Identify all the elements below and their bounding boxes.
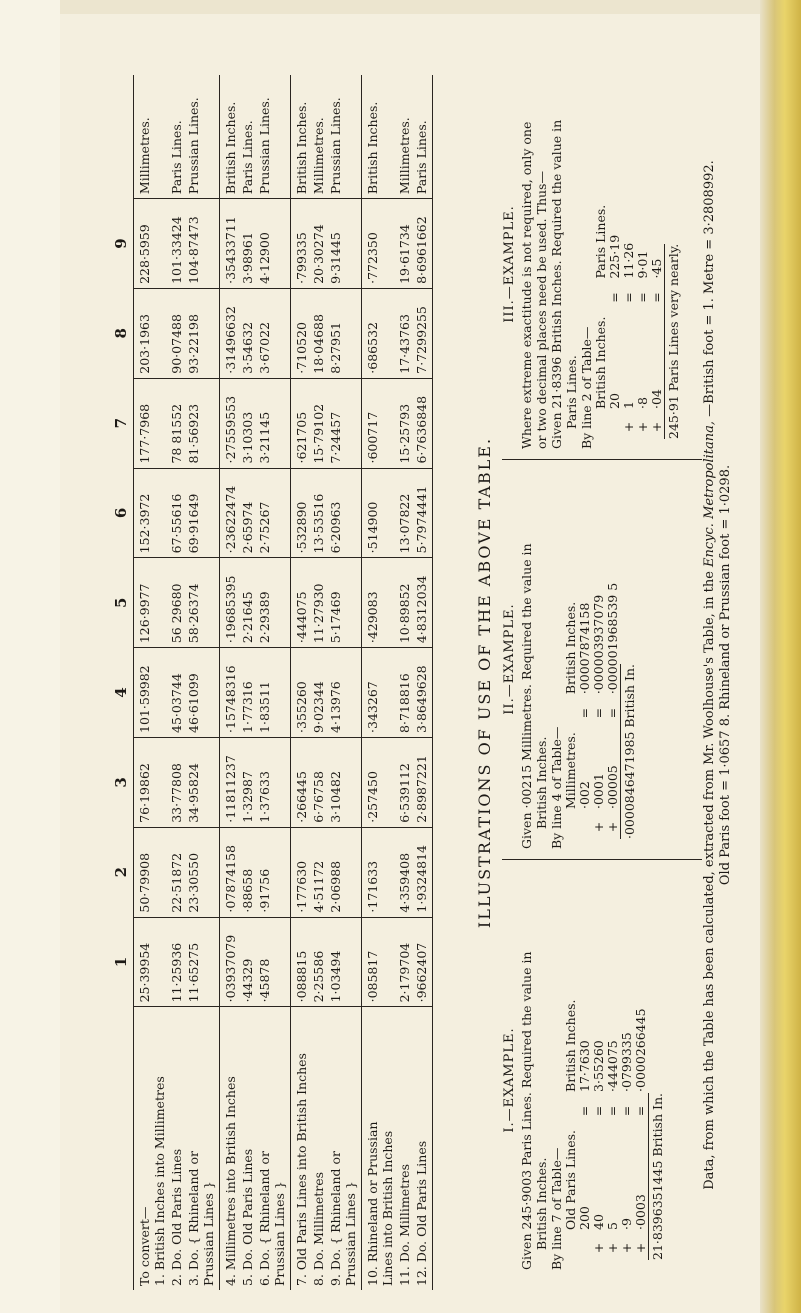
- row-label-line: 8. Do. Millimetres: [311, 1171, 326, 1286]
- table-row: [134, 75, 169, 1290]
- example-operator: [578, 815, 592, 839]
- example-2-line: Given ·00215 Millimetres. Required the value in: [519, 543, 534, 849]
- example-2-table: [564, 577, 620, 839]
- value-cell: 104·87473: [185, 199, 220, 289]
- value-cell: 4·12900: [256, 199, 291, 289]
- value-cell: ·03937079: [220, 917, 240, 1007]
- example-2-rows: [578, 577, 620, 839]
- value-cell: 3·67022: [256, 288, 291, 378]
- example-eq-head: [594, 285, 608, 311]
- unit-cell: Millimetres.: [310, 75, 327, 199]
- example-op-head: [564, 1236, 578, 1260]
- value-cell: ·31496632: [220, 288, 240, 378]
- value-cell: 46·61099: [185, 648, 220, 738]
- value-cell: ·177630: [291, 827, 311, 917]
- row-label-line: 5. Do. Old Paris Lines: [240, 1148, 255, 1286]
- example-1-total: 21·8396351445 British In.: [650, 1093, 665, 1260]
- unit-header: [110, 75, 134, 199]
- example-operator: +: [633, 1242, 648, 1254]
- table-row: [239, 75, 256, 1290]
- example-operator: +: [649, 421, 664, 433]
- example-equals: =: [619, 1105, 634, 1117]
- value-cell: ·088815: [291, 917, 311, 1007]
- example-from-value: ·002: [577, 781, 592, 809]
- row-label-line: 3. Do. { Rhineland or: [186, 1151, 201, 1286]
- example-equals: =: [633, 1105, 648, 1117]
- example-equals: =: [605, 707, 620, 719]
- example-row: [620, 994, 634, 1260]
- example-operator: [578, 1236, 592, 1260]
- value-cell: 81·56923: [185, 378, 220, 468]
- table-row: [256, 75, 291, 1290]
- value-cell: 177·7968: [134, 378, 169, 468]
- value-cell: 25·39954: [134, 917, 169, 1007]
- unit-cell: British Inches.: [220, 75, 240, 199]
- value-cell: 8·6961662: [413, 199, 433, 289]
- example-equals: =: [591, 1105, 606, 1117]
- example-to-value: ·444075: [605, 1040, 620, 1092]
- value-cell: 9·31445: [327, 199, 362, 289]
- value-cell: 5·7974441: [413, 468, 433, 558]
- example-row: [606, 577, 620, 839]
- value-cell: ·085817: [362, 917, 397, 1007]
- value-cell: ·686532: [362, 288, 397, 378]
- value-cell: ·27559553: [220, 378, 240, 468]
- example-3-line: By line 2 of Table—: [579, 326, 594, 449]
- value-cell: 4·13976: [327, 648, 362, 738]
- row-label: [291, 1007, 311, 1290]
- example-3-total: 245·91 Paris Lines very nearly.: [666, 243, 681, 439]
- value-cell: 3·98961: [239, 199, 256, 289]
- example-3-from-head: British Inches.: [593, 316, 608, 409]
- value-cell: 203·1963: [134, 288, 169, 378]
- value-cell: 3·10482: [327, 737, 362, 827]
- example-3: [502, 79, 702, 460]
- value-cell: 101·59982: [134, 648, 169, 738]
- example-to-value: ·45: [649, 258, 664, 279]
- row-label-line: To convert—: [137, 1206, 152, 1286]
- table-corner-header: [110, 1007, 134, 1290]
- example-from-value: ·00005: [605, 765, 620, 809]
- table-row: [168, 75, 185, 1290]
- col-header-5: 5: [110, 558, 134, 648]
- footnote: [702, 80, 734, 1270]
- example-from-value: ·0003: [633, 1194, 648, 1230]
- example-to-value: ·0799335: [619, 1032, 634, 1092]
- example-2-line: By line 4 of Table—: [549, 726, 564, 849]
- value-cell: 23·30550: [185, 827, 220, 917]
- example-row: [592, 577, 606, 839]
- example-3-line: or two decimal places need be used. Thus—: [534, 171, 549, 449]
- row-label-line: 11. Do. Millimetres: [397, 1164, 412, 1286]
- value-cell: 5·17469: [327, 558, 362, 648]
- row-label: [396, 1007, 413, 1290]
- example-to-value: 3·55260: [591, 1040, 606, 1092]
- value-cell: 2·25586: [310, 917, 327, 1007]
- row-label: [185, 1007, 220, 1290]
- example-3-line: Where extreme exactitude is not required, only one: [519, 121, 534, 449]
- value-cell: ·45878: [256, 917, 291, 1007]
- unit-cell: Paris Lines.: [413, 75, 433, 199]
- table-row: [220, 75, 240, 1290]
- example-to-value: ·00007874158: [577, 602, 592, 695]
- value-cell: 4·8312034: [413, 558, 433, 648]
- footnote-text-b: —British foot = 1. Metre = 3·2808992.: [702, 160, 717, 417]
- example-operator: +: [605, 1242, 620, 1254]
- unit-cell: British Inches.: [291, 75, 311, 199]
- value-cell: 2·75267: [256, 468, 291, 558]
- value-cell: ·343267: [362, 648, 397, 738]
- row-label-line: 1. British Inches into Millimetres: [152, 1076, 167, 1286]
- example-1-table: [564, 994, 648, 1260]
- col-header-4: 4: [110, 648, 134, 738]
- example-2-line: British Inches.: [534, 736, 549, 829]
- example-from-value: ·8: [635, 397, 650, 409]
- example-from-value: ·04: [649, 389, 664, 409]
- unit-cell: Prussian Lines.: [256, 75, 291, 199]
- value-cell: ·710520: [291, 288, 311, 378]
- page-top-margin: [0, 0, 801, 14]
- col-header-9: 9: [110, 199, 134, 289]
- value-cell: ·44329: [239, 917, 256, 1007]
- value-cell: ·429083: [362, 558, 397, 648]
- example-1-line: British Inches.: [534, 1157, 549, 1250]
- example-3-rows: [608, 199, 664, 439]
- example-operator: +: [619, 1242, 634, 1254]
- example-eq-head: [564, 700, 578, 726]
- value-cell: ·9662407: [413, 917, 433, 1007]
- value-cell: 1·03494: [327, 917, 362, 1007]
- row-label-line: Prussian Lines }: [272, 1181, 287, 1286]
- value-cell: 1·77316: [239, 648, 256, 738]
- value-cell: 1·37633: [256, 737, 291, 827]
- example-row: [608, 199, 622, 439]
- value-cell: 2·65974: [239, 468, 256, 558]
- value-cell: ·257450: [362, 737, 397, 827]
- row-label-line: 10. Rhineland or Prussian: [365, 1121, 380, 1286]
- example-2-to-head: British Inches.: [563, 601, 578, 695]
- col-header-3: 3: [110, 737, 134, 827]
- value-cell: 45·03744: [168, 648, 185, 738]
- example-op-head: [594, 415, 608, 439]
- example-row: [606, 994, 620, 1260]
- value-cell: 101·33424: [168, 199, 185, 289]
- example-1: [502, 890, 702, 1270]
- col-header-7: 7: [110, 378, 134, 468]
- value-cell: 76·19862: [134, 737, 169, 827]
- value-cell: 6·76758: [310, 737, 327, 827]
- table-row: [327, 75, 362, 1290]
- example-2-title: II.—EXAMPLE.: [502, 603, 517, 715]
- row-label: [327, 1007, 362, 1290]
- value-cell: 1·32987: [239, 737, 256, 827]
- value-cell: 6·20963: [327, 468, 362, 558]
- value-cell: 11·27930: [310, 558, 327, 648]
- example-equals: =: [591, 707, 606, 719]
- example-2-from-head: Millimetres.: [563, 732, 578, 809]
- value-cell: ·88658: [239, 827, 256, 917]
- footnote-text-a: Data, from which the Table has been calculated, extracted from Mr. Woolhouse's Table, in the: [702, 571, 717, 1190]
- row-label-line: 9. Do. { Rhineland or: [328, 1151, 343, 1286]
- example-row: [622, 199, 636, 439]
- row-label: [220, 1007, 240, 1290]
- example-3-text: [519, 79, 594, 449]
- example-from-value: ·9: [619, 1218, 634, 1230]
- row-label: [413, 1007, 433, 1290]
- value-cell: ·23622474: [220, 468, 240, 558]
- value-cell: 17·43763: [396, 288, 413, 378]
- col-header-1: 1: [110, 917, 134, 1007]
- example-3-to-head: Paris Lines.: [593, 204, 608, 279]
- value-cell: 9·02344: [310, 648, 327, 738]
- illustrations-heading: ILLUSTRATIONS OF USE OF THE ABOVE TABLE.: [475, 436, 494, 929]
- example-1-line: By line 7 of Table—: [549, 1147, 564, 1270]
- example-1-line: Given 245·9003 Paris Lines. Required the value in: [519, 951, 534, 1270]
- value-cell: 15·79102: [310, 378, 327, 468]
- example-equals: =: [621, 292, 636, 303]
- value-cell: ·600717: [362, 378, 397, 468]
- example-to-value: 17·7630: [577, 1040, 592, 1092]
- table-row: [362, 75, 397, 1290]
- value-cell: ·07874158: [220, 827, 240, 917]
- example-from-value: 200: [577, 1206, 592, 1230]
- example-2: [502, 469, 702, 860]
- value-cell: 50·79908: [134, 827, 169, 917]
- row-label: [310, 1007, 327, 1290]
- row-label: [134, 1007, 169, 1290]
- example-operator: [608, 415, 622, 439]
- row-label: [362, 1007, 397, 1290]
- value-cell: 2·8987221: [413, 737, 433, 827]
- row-label: [239, 1007, 256, 1290]
- value-cell: 228·5959: [134, 199, 169, 289]
- value-cell: 10·89852: [396, 558, 413, 648]
- value-cell: ·514900: [362, 468, 397, 558]
- example-1-rows: [578, 994, 648, 1260]
- value-cell: 93·22198: [185, 288, 220, 378]
- value-cell: 7·7299255: [413, 288, 433, 378]
- example-row: [592, 994, 606, 1260]
- example-row: [634, 994, 648, 1260]
- value-cell: ·444075: [291, 558, 311, 648]
- example-1-col-heads: [564, 994, 578, 1260]
- value-cell: 1·83511: [256, 648, 291, 738]
- value-cell: 90·07488: [168, 288, 185, 378]
- row-label-line: Prussian Lines }: [201, 1181, 216, 1286]
- table-row: [185, 75, 220, 1290]
- table-header-row: [110, 75, 134, 1290]
- example-operator: +: [621, 421, 636, 433]
- example-3-table: [594, 199, 664, 439]
- example-2-total: ·0000846471985 British In.: [622, 664, 637, 839]
- value-cell: ·266445: [291, 737, 311, 827]
- example-to-value: 11·26: [621, 242, 636, 279]
- value-cell: 7·24457: [327, 378, 362, 468]
- example-equals: =: [649, 292, 664, 303]
- footnote-line-1: [702, 80, 718, 1270]
- example-equals: =: [607, 292, 622, 303]
- footnote-line-2: Old Paris foot = 1·0657 8. Rhineland or Prussian foot = 1·0298.: [718, 464, 733, 886]
- example-row: [578, 994, 592, 1260]
- value-cell: 6·539112: [396, 737, 413, 827]
- example-from-value: 40: [591, 1214, 606, 1230]
- table-row: [310, 75, 327, 1290]
- example-op-head: [564, 815, 578, 839]
- example-to-value: ·0000266445: [633, 1008, 648, 1092]
- value-cell: ·355260: [291, 648, 311, 738]
- value-cell: 58·26374: [185, 558, 220, 648]
- row-label-line: 7. Old Paris Lines into British Inches: [294, 1053, 309, 1286]
- value-cell: 22·51872: [168, 827, 185, 917]
- example-3-title: III.—EXAMPLE.: [502, 205, 517, 323]
- value-cell: ·91756: [256, 827, 291, 917]
- value-cell: 6·7636848: [413, 378, 433, 468]
- value-cell: 2·29389: [256, 558, 291, 648]
- example-equals: =: [635, 292, 650, 303]
- value-cell: 1·9324814: [413, 827, 433, 917]
- page-left-margin: [0, 0, 60, 1313]
- row-label-line: Prussian Lines }: [343, 1181, 358, 1286]
- example-from-value: ·0001: [591, 773, 606, 809]
- value-cell: ·35433711: [220, 199, 240, 289]
- example-row: [636, 199, 650, 439]
- value-cell: 8·718816: [396, 648, 413, 738]
- example-from-value: 20: [607, 393, 622, 409]
- example-1-text: [519, 890, 564, 1270]
- book-edge: [760, 0, 801, 1313]
- value-cell: 2·06988: [327, 827, 362, 917]
- value-cell: 15·25793: [396, 378, 413, 468]
- example-to-value: 225·19: [607, 234, 622, 279]
- value-cell: 126·9977: [134, 558, 169, 648]
- example-equals: =: [577, 1105, 592, 1117]
- example-3-col-heads: [594, 199, 608, 439]
- example-3-line: Given 21·8396 British Inches. Required the value in: [549, 119, 564, 449]
- value-cell: 13·53516: [310, 468, 327, 558]
- value-cell: 19·61734: [396, 199, 413, 289]
- value-cell: 3·21145: [256, 378, 291, 468]
- value-cell: ·621705: [291, 378, 311, 468]
- table-row: [291, 75, 311, 1290]
- value-cell: ·15748316: [220, 648, 240, 738]
- value-cell: ·799335: [291, 199, 311, 289]
- value-cell: ·171633: [362, 827, 397, 917]
- value-cell: 78 81552: [168, 378, 185, 468]
- table-row: [413, 75, 433, 1290]
- value-cell: ·19685395: [220, 558, 240, 648]
- unit-cell: Millimetres.: [396, 75, 413, 199]
- row-label-line: Lines into British Inches: [380, 1130, 395, 1286]
- unit-cell: Paris Lines.: [168, 75, 185, 199]
- example-operator: +: [591, 1242, 606, 1254]
- example-2-text: [519, 469, 564, 849]
- row-label-line: 6. Do. { Rhineland or: [257, 1151, 272, 1286]
- row-label-line: 12. Do. Old Paris Lines: [414, 1140, 429, 1286]
- unit-cell: British Inches.: [362, 75, 397, 199]
- value-cell: 18·04688: [310, 288, 327, 378]
- row-label: [256, 1007, 291, 1290]
- example-row: [578, 577, 592, 839]
- value-cell: 11·65275: [185, 917, 220, 1007]
- example-1-title: I.—EXAMPLE.: [502, 1027, 517, 1133]
- value-cell: ·772350: [362, 199, 397, 289]
- value-cell: 13·07822: [396, 468, 413, 558]
- value-cell: 3·54632: [239, 288, 256, 378]
- col-header-6: 6: [110, 468, 134, 558]
- unit-cell: Prussian Lines.: [327, 75, 362, 199]
- value-cell: 56 29680: [168, 558, 185, 648]
- example-from-value: 5: [605, 1222, 620, 1230]
- col-header-8: 8: [110, 288, 134, 378]
- value-cell: ·532890: [291, 468, 311, 558]
- example-from-value: 1: [621, 401, 636, 409]
- value-cell: 4·51172: [310, 827, 327, 917]
- example-row: [650, 199, 664, 439]
- example-1-from-head: Old Paris Lines.: [563, 1129, 578, 1230]
- value-cell: 8·27951: [327, 288, 362, 378]
- unit-cell: Millimetres.: [134, 75, 169, 199]
- example-2-col-heads: [564, 577, 578, 839]
- value-cell: 152·3972: [134, 468, 169, 558]
- conversion-table-body: [134, 75, 433, 1290]
- example-to-value: ·000001968539 5: [605, 582, 620, 695]
- example-equals: =: [605, 1105, 620, 1117]
- value-cell: 20·30274: [310, 199, 327, 289]
- col-header-2: 2: [110, 827, 134, 917]
- value-cell: 3·8649628: [413, 648, 433, 738]
- value-cell: 11·25936: [168, 917, 185, 1007]
- table-row: [396, 75, 413, 1290]
- value-cell: 69·91649: [185, 468, 220, 558]
- example-operator: +: [591, 821, 606, 833]
- value-cell: ·11811237: [220, 737, 240, 827]
- conversion-table: [110, 75, 433, 1290]
- value-cell: 2·21645: [239, 558, 256, 648]
- value-cell: 67·55616: [168, 468, 185, 558]
- value-cell: 2·179704: [396, 917, 413, 1007]
- example-operator: +: [635, 421, 650, 433]
- row-label-line: 4. Millimetres into British Inches: [223, 1076, 238, 1286]
- example-eq-head: [564, 1098, 578, 1124]
- row-label: [168, 1007, 185, 1290]
- value-cell: 3·10303: [239, 378, 256, 468]
- example-1-to-head: British Inches.: [563, 999, 578, 1092]
- rotated-book-page: [90, 75, 750, 1290]
- unit-cell: Prussian Lines.: [185, 75, 220, 199]
- footnote-citation: Encyc. Metropolitana,: [702, 420, 717, 567]
- row-label-line: 2. Do. Old Paris Lines: [169, 1148, 184, 1286]
- example-operator: +: [605, 821, 620, 833]
- example-3-line: Paris Lines.: [564, 355, 579, 429]
- value-cell: 34·95824: [185, 737, 220, 827]
- value-cell: 33·77808: [168, 737, 185, 827]
- unit-cell: Paris Lines.: [239, 75, 256, 199]
- example-to-value: ·000003937079: [591, 594, 606, 695]
- example-equals: =: [577, 707, 592, 719]
- value-cell: 4·359408: [396, 827, 413, 917]
- example-to-value: 9·01: [635, 250, 650, 279]
